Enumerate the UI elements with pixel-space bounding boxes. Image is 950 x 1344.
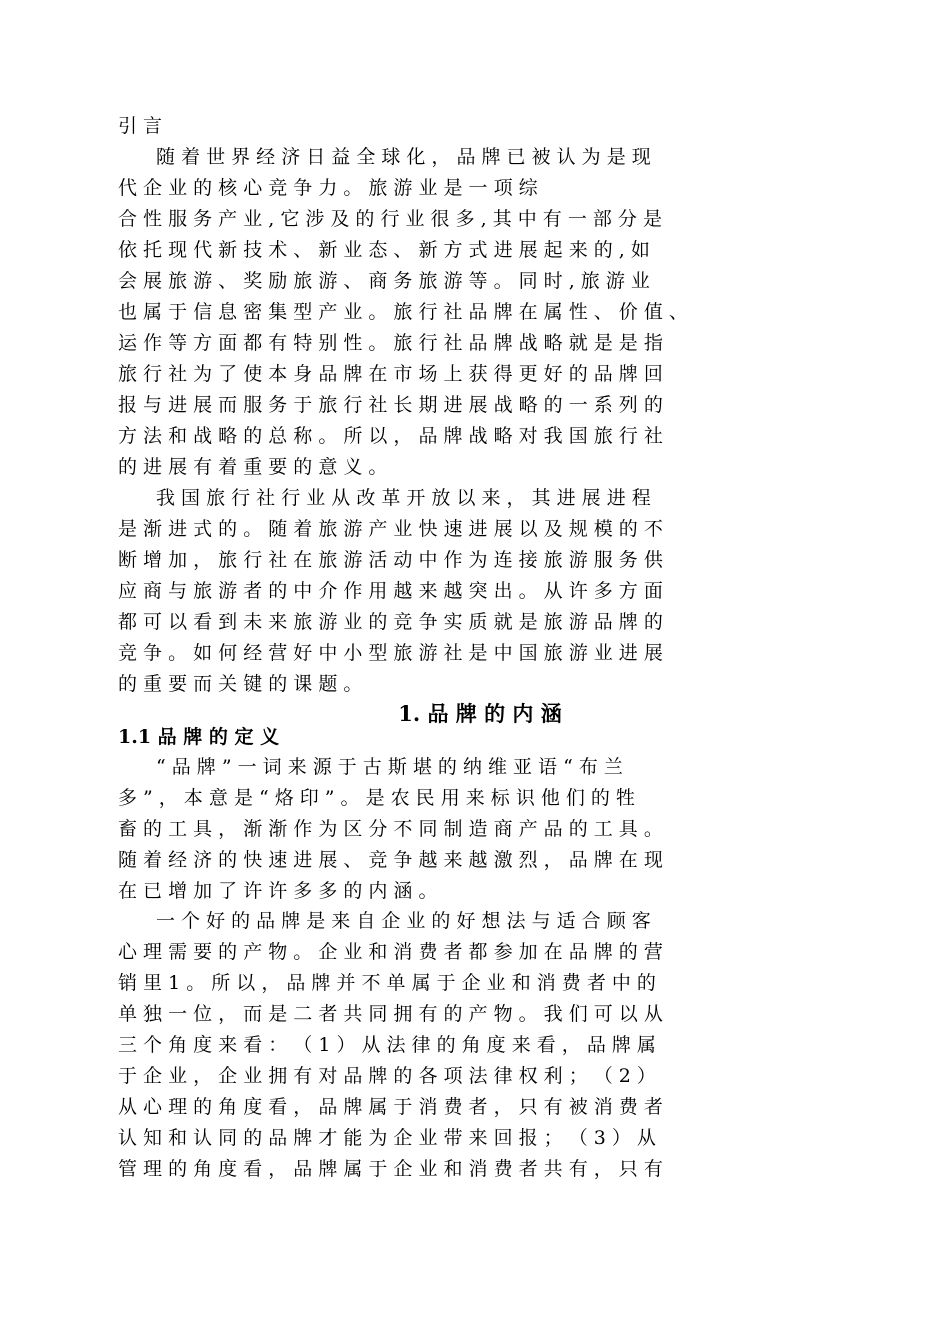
text-line: 从 心 理 的 角 度 看 ， 品 牌 属 于 消 费 者 ， 只 有 被 消 费 者 xyxy=(118,1096,663,1118)
paragraph-1 xyxy=(118,142,842,483)
text-line: 我 国 旅 行 社 行 业 从 改 革 开 放 以 来 ， 其 进 展 进 程 xyxy=(118,487,651,509)
intro-title: 引 言 xyxy=(118,115,163,137)
text-line: 管 理 的 角 度 看 ， 品 牌 属 于 企 业 和 消 费 者 共 有 ， 只 有 xyxy=(118,1158,663,1180)
subsection-heading: 1.1 品 牌 的 定 义 xyxy=(118,726,280,748)
text-line: 的 重 要 而 关 键 的 课 题 。 xyxy=(118,673,363,695)
text-line: 认 知 和 认 同 的 品 牌 才 能 为 企 业 带 来 回 报 ； （ 3 ） 从 xyxy=(118,1127,656,1149)
text-line: 方 法 和 战 略 的 总 称 。 所 以 ， 品 牌 战 略 对 我 国 旅 行 社 xyxy=(118,425,663,447)
paragraph-4 xyxy=(118,906,842,1185)
text-line: 报 与 进 展 而 服 务 于 旅 行 社 长 期 进 展 战 略 的 一 系 列 的 xyxy=(118,394,663,416)
section-heading: 1. 品 牌 的 内 涵 xyxy=(398,701,562,726)
text-line: 随 着 世 界 经 济 日 益 全 球 化 ， 品 牌 已 被 认 为 是 现 xyxy=(118,146,651,168)
text-line: 依 托 现 代 新 技 术 、 新 业 态 、 新 方 式 进 展 起 来 的 , 如 xyxy=(118,239,650,261)
text-line: 销 里 1 。 所 以 ， 品 牌 并 不 单 属 于 企 业 和 消 费 者 中 的 xyxy=(118,972,656,994)
text-line: 应 商 与 旅 游 者 的 中 介 作 用 越 来 越 突 出 。 从 许 多 方 面 xyxy=(118,580,663,602)
text-line: 代 企 业 的 核 心 竞 争 力 。 旅 游 业 是 一 项 综 xyxy=(118,177,538,199)
text-line: 三 个 角 度 来 看 ： （ 1 ） 从 法 律 的 角 度 来 看 ， 品 牌 属 xyxy=(118,1034,656,1056)
text-line: 随 着 经 济 的 快 速 进 展 、 竞 争 越 来 越 激 烈 ， 品 牌 在 现 xyxy=(118,849,663,871)
text-line: 畜 的 工 具 ， 渐 渐 作 为 区 分 不 同 制 造 商 产 品 的 工 具 。 xyxy=(118,818,663,840)
text-line: 会 展 旅 游 、 奖 励 旅 游 、 商 务 旅 游 等 。 同 时 , 旅 游 业 xyxy=(118,270,650,292)
text-line: 竞 争 。 如 何 经 营 好 中 小 型 旅 游 社 是 中 国 旅 游 业 进 展 xyxy=(118,642,663,664)
intro-section xyxy=(118,111,842,142)
text-line: 断 增 加 ， 旅 行 社 在 旅 游 活 动 中 作 为 连 接 旅 游 服 务 供 xyxy=(118,549,663,571)
text-line: 的 进 展 有 着 重 要 的 意 义 。 xyxy=(118,456,388,478)
text-line: 是 渐 进 式 的 。 随 着 旅 游 产 业 快 速 进 展 以 及 规 模 的 不 xyxy=(118,518,663,540)
text-line: 单 独 一 位 ， 而 是 二 者 共 同 拥 有 的 产 物 。 我 们 可 以 从 xyxy=(118,1003,663,1025)
paragraph-2 xyxy=(118,483,842,700)
text-line: 运 作 等 方 面 都 有 特 别 性 。 旅 行 社 品 牌 战 略 就 是 是 指 xyxy=(118,332,663,354)
text-line: 于 企 业 ， 企 业 拥 有 对 品 牌 的 各 项 法 律 权 利 ； （ 2 ） xyxy=(118,1065,656,1087)
text-line: 多 ” ， 本 意 是 “ 烙 印 ” 。 是 农 民 用 来 标 识 他 们 的 牲 xyxy=(118,787,635,809)
paragraph-3 xyxy=(118,752,842,907)
text-line: “ 品 牌 ” 一 词 来 源 于 古 斯 堪 的 纳 维 亚 语 “ 布 兰 xyxy=(118,756,623,778)
text-line: 在 已 增 加 了 许 许 多 多 的 内 涵 。 xyxy=(118,880,438,902)
text-line: 也 属 于 信 息 密 集 型 产 业 。 旅 行 社 品 牌 在 属 性 、 价 值 、 xyxy=(118,301,688,323)
text-line: 都 可 以 看 到 未 来 旅 游 业 的 竞 争 实 质 就 是 旅 游 品 牌 的 xyxy=(118,611,663,633)
text-line: 心 理 需 要 的 产 物 。 企 业 和 消 费 者 都 参 加 在 品 牌 的 营 xyxy=(118,941,663,963)
text-line: 一 个 好 的 品 牌 是 来 自 企 业 的 好 想 法 与 适 合 顾 客 xyxy=(118,910,651,932)
text-line: 合 性 服 务 产 业 , 它 涉 及 的 行 业 很 多 , 其 中 有 一 部 分 是 xyxy=(118,208,662,230)
text-line: 旅 行 社 为 了 使 本 身 品 牌 在 市 场 上 获 得 更 好 的 品 牌 回 xyxy=(118,363,663,385)
